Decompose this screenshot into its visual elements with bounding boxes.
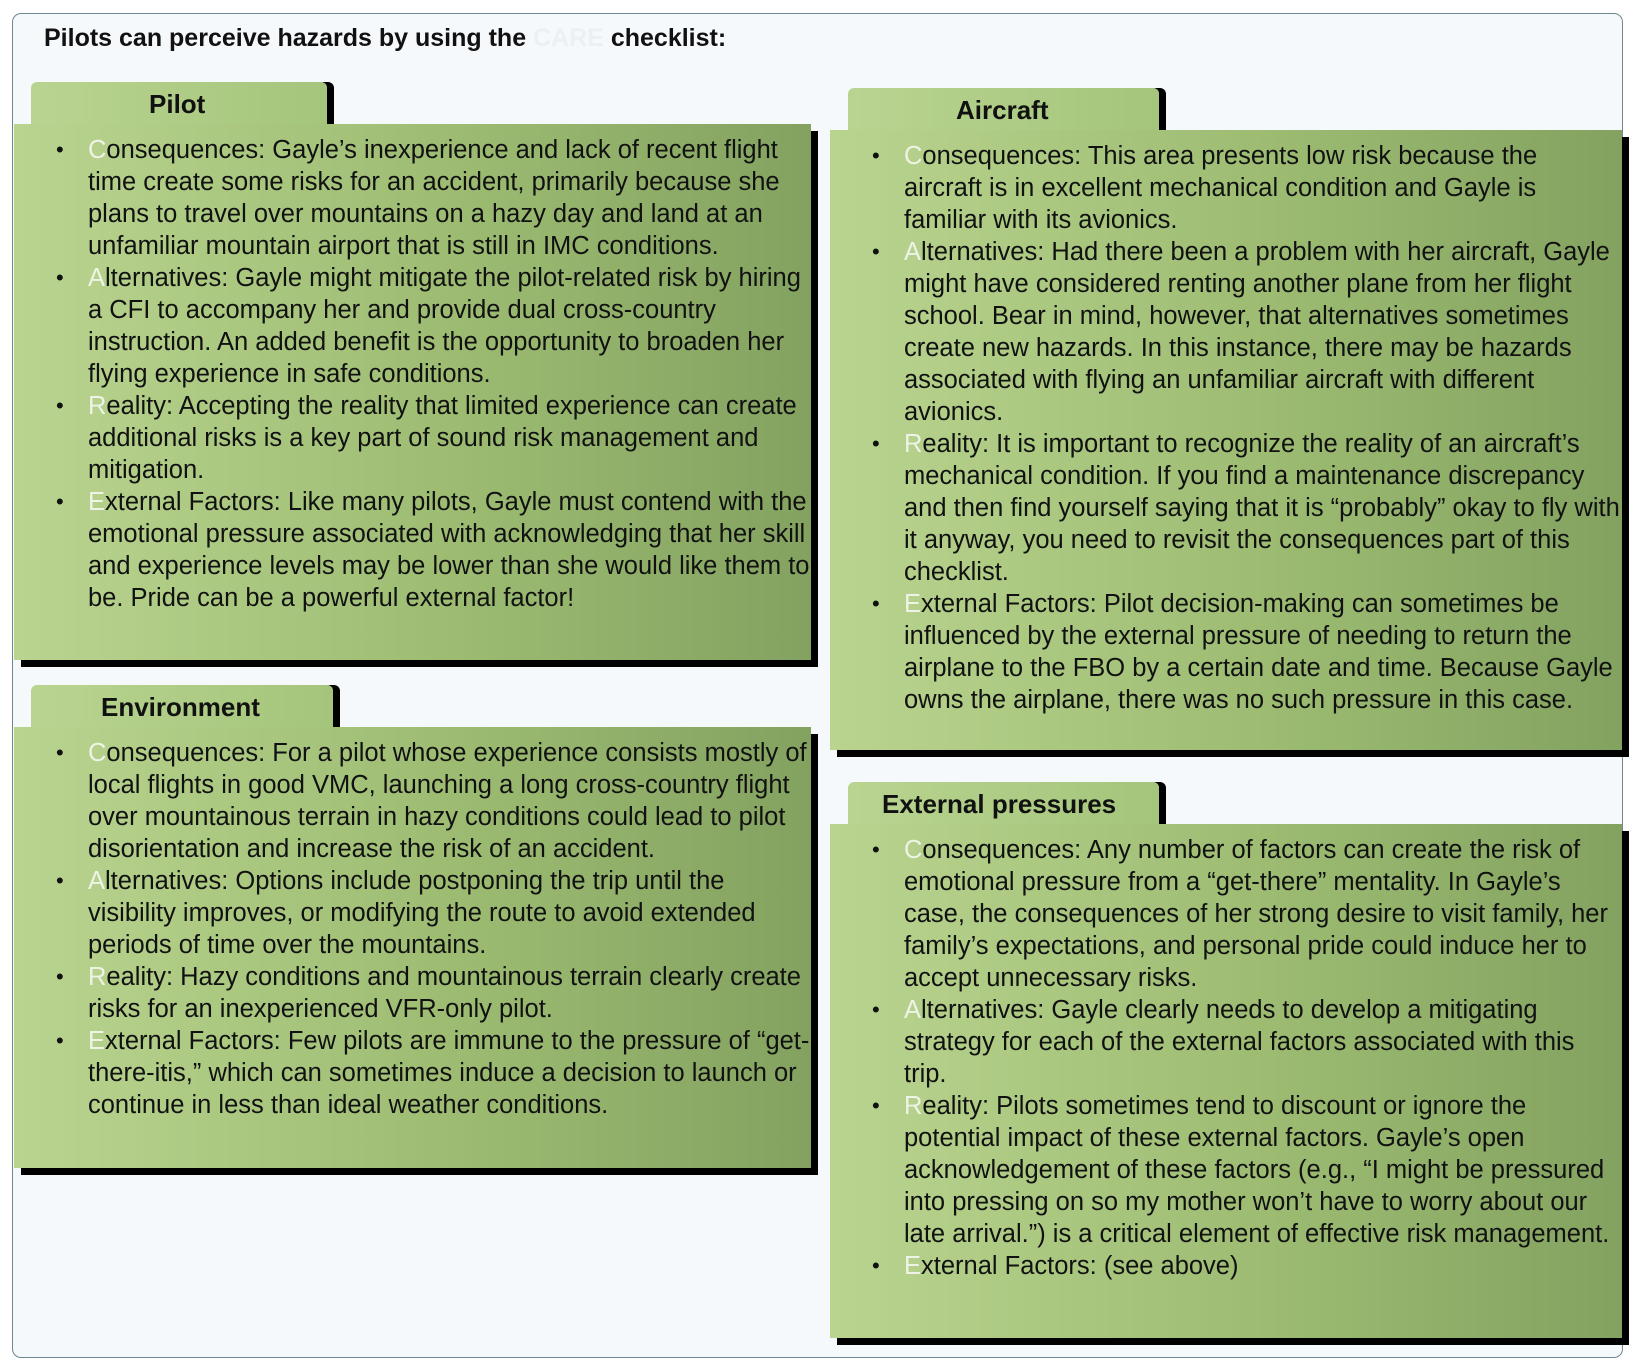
item-initial: A: [904, 238, 922, 266]
item-text: lternatives: Had there been a problem with her aircraft, Gayle might have considered renting another plane from her flight school. Bear in mind, however, that alternatives sometimes create new hazards. In this instance, there may be hazards associated with flying an unfamiliar aircraft with different avionics.: [904, 238, 1610, 426]
section-title: Aircraft: [956, 94, 1049, 125]
checklist-item-consequences: [88, 737, 811, 865]
section-tab-aircraft: [848, 88, 1159, 132]
item-text: onsequences: This area presents low risk because the aircraft is in excellent mechanical condition and Gayle is familiar with its avionics.: [904, 142, 1538, 234]
section-panel-external-pressures: [830, 824, 1622, 1338]
checklist-item-reality: [88, 961, 811, 1025]
item-text: onsequences: Any number of factors can create the risk of emotional pressure from a “get-there” mentality. In Gayle’s case, the consequences of her strong desire to visit family, her family’s expectations, and personal pride could induce her to accept unnecessary risks.: [904, 836, 1608, 992]
section-tab-environment: [31, 685, 333, 729]
checklist: [88, 737, 811, 1121]
checklist-item-alternatives: [904, 236, 1622, 428]
item-text: xternal Factors: Pilot decision-making can sometimes be influenced by the external pressure of needing to return the airplane to the FBO by a certain date and time. Because Gayle owns the airplane, there was no such pressure in this case.: [904, 590, 1613, 714]
section-title: Pilot: [149, 88, 206, 119]
checklist-item-reality: [904, 1090, 1622, 1250]
heading-lead: Pilots can perceive hazards by using the: [44, 24, 534, 52]
item-initial: C: [88, 739, 107, 767]
item-text: eality: Accepting the reality that limited experience can create additional risks is a key part of sound risk management and mitigation.: [88, 392, 797, 484]
item-initial: A: [88, 867, 106, 895]
item-text: eality: It is important to recognize the reality of an aircraft’s mechanical condition. If you find a maintenance discrepancy and then find yourself saying that it is “probably” okay to fly with it anyway, you need to revisit the consequences part of this checklist.: [904, 430, 1620, 586]
section-panel-environment: [14, 727, 811, 1168]
item-initial: A: [904, 996, 922, 1024]
checklist-item-reality: [904, 428, 1622, 588]
item-initial: R: [88, 963, 107, 991]
section-panel-pilot: [14, 124, 811, 660]
item-text: eality: Hazy conditions and mountainous terrain clearly create risks for an inexperienced VFR-only pilot.: [88, 963, 801, 1023]
item-text: onsequences: Gayle’s inexperience and lack of recent flight time create some risks for an accident, primarily because she plans to travel over mountains on a hazy day and land at an unfamiliar mountain airport that is still in IMC conditions.: [88, 136, 780, 260]
section-title: External pressures: [882, 788, 1117, 819]
checklist-item-alternatives: [88, 865, 811, 961]
checklist-item-consequences: [904, 834, 1622, 994]
checklist-item-external-factors: [904, 588, 1622, 716]
item-initial: A: [88, 264, 106, 292]
checklist-item-external-factors: [88, 486, 811, 614]
checklist-item-alternatives: [904, 994, 1622, 1090]
checklist-item-consequences: [88, 134, 811, 262]
checklist-item-alternatives: [88, 262, 811, 390]
item-initial: R: [904, 1092, 923, 1120]
item-text: xternal Factors: Few pilots are immune to the pressure of “get-there-itis,” which can sometimes induce a decision to launch or continue in less than ideal weather conditions.: [88, 1027, 810, 1119]
item-initial: R: [88, 392, 107, 420]
item-initial: C: [904, 836, 923, 864]
item-text: xternal Factors: Like many pilots, Gayle must contend with the emotional pressure associated with acknowledging that her skill and experience levels may be lower than she would like them to be. Pride can be a powerful external factor!: [88, 488, 810, 612]
item-text: lternatives: Gayle might mitigate the pilot-related risk by hiring a CFI to accompany her and provide dual cross-country instruction. An added benefit is the opportunity to broaden her flying experience in safe conditions.: [88, 264, 801, 388]
item-text: xternal Factors: (see above): [921, 1252, 1239, 1280]
item-initial: E: [904, 1252, 922, 1280]
care-acronym: CARE: [533, 24, 604, 52]
checklist: [904, 140, 1622, 716]
checklist-item-external-factors: [904, 1250, 1622, 1282]
checklist: [88, 134, 811, 614]
section-title: Environment: [101, 691, 260, 722]
checklist: [904, 834, 1622, 1282]
item-text: eality: Pilots sometimes tend to discount or ignore the potential impact of these external factors. Gayle’s open acknowledgement of these factors (e.g., “I might be pressured into pressing on so my mother won’t have to worry about our late arrival.”) is a critical element of effective risk management.: [904, 1092, 1610, 1248]
item-initial: E: [904, 590, 922, 618]
checklist-item-reality: [88, 390, 811, 486]
item-text: onsequences: For a pilot whose experience consists mostly of local flights in good VMC, launching a long cross-country flight over mountainous terrain in hazy conditions could lead to pilot disorientation and increase the risk of an accident.: [88, 739, 807, 863]
section-tab-pilot: [31, 82, 327, 126]
checklist-item-consequences: [904, 140, 1622, 236]
item-text: lternatives: Options include postponing the trip until the visibility improves, or modifying the route to avoid extended periods of time over the mountains.: [88, 867, 756, 959]
item-initial: C: [904, 142, 923, 170]
item-initial: E: [88, 1027, 106, 1055]
section-panel-aircraft: [830, 130, 1622, 750]
section-tab-external-pressures: [848, 782, 1159, 826]
item-initial: E: [88, 488, 106, 516]
item-text: lternatives: Gayle clearly needs to develop a mitigating strategy for each of the external factors associated with this trip.: [904, 996, 1575, 1088]
checklist-item-external-factors: [88, 1025, 811, 1121]
diagram-heading: [44, 24, 726, 53]
item-initial: C: [88, 136, 107, 164]
heading-tail: checklist:: [603, 24, 727, 52]
item-initial: R: [904, 430, 923, 458]
